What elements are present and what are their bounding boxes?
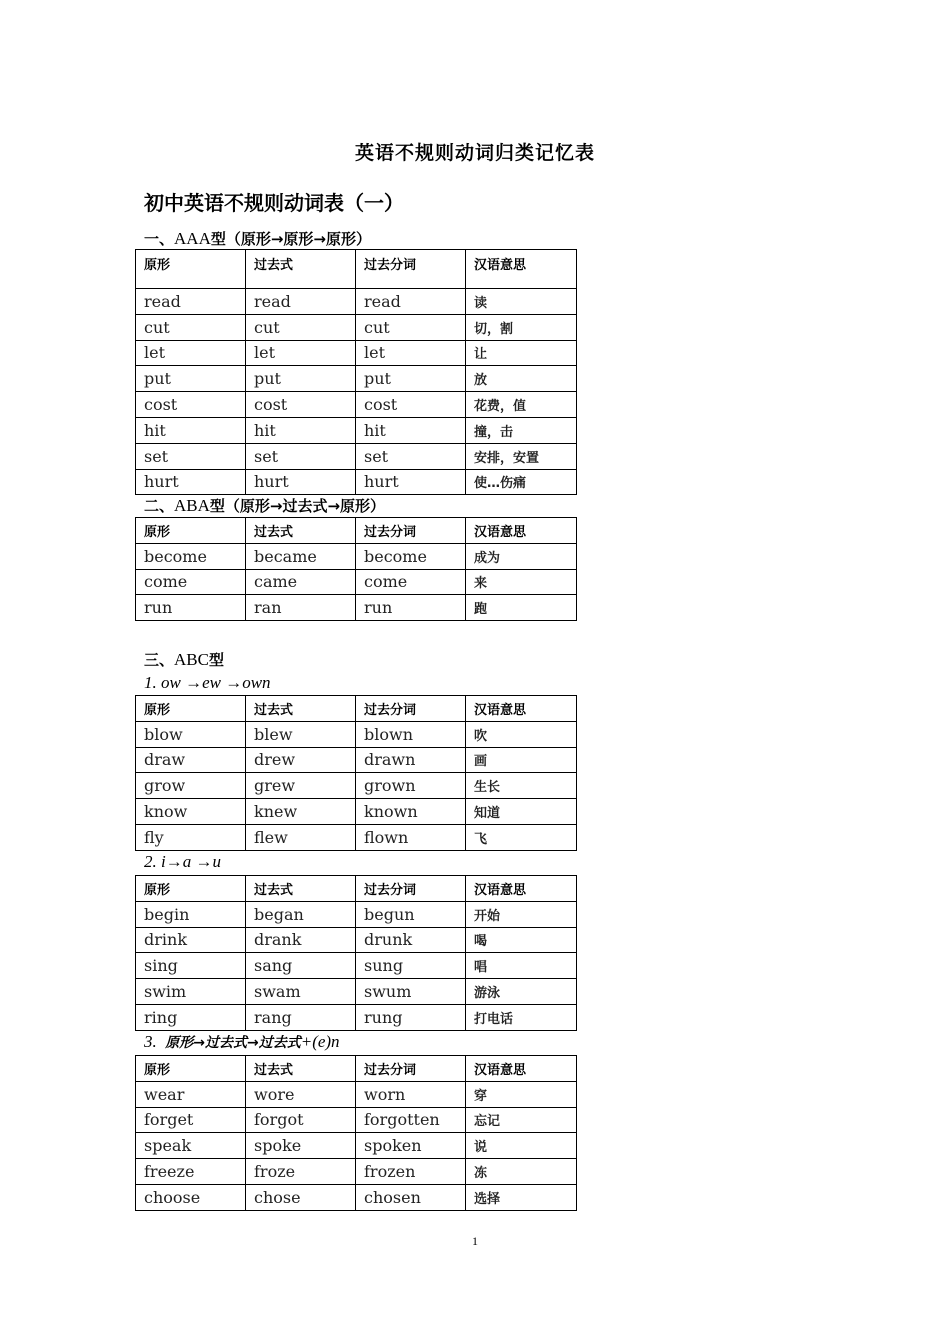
column-header: 过去分词 [356,876,466,902]
past-participle-cell: frozen [356,1159,466,1185]
column-header: 过去式 [246,696,356,722]
table-row [136,1081,577,1107]
meaning-cell: 切，割 [466,314,577,340]
page-number: 1 [472,1234,478,1248]
section-aba-heading: 二、ABA型（原形→过去式→原形） [144,496,386,515]
table-header-row [136,518,577,544]
column-header: 过去式 [246,1056,356,1082]
table-row [136,340,577,366]
past-tense-cell: swam [246,979,356,1005]
table-row [136,1184,577,1210]
past-participle-cell: hit [356,417,466,443]
meaning-cell: 穿 [466,1081,577,1107]
base-form-cell: speak [136,1133,246,1159]
meaning-cell: 忘记 [466,1107,577,1133]
column-header: 过去式 [246,250,356,289]
past-tense-cell: ran [246,595,356,621]
column-header: 过去分词 [356,518,466,544]
column-header: 过去式 [246,876,356,902]
column-header: 汉语意思 [466,696,577,722]
meaning-cell: 成为 [466,543,577,569]
past-participle-cell: set [356,443,466,469]
column-header: 原形 [136,250,246,289]
base-form-cell: grow [136,773,246,799]
meaning-cell: 让 [466,340,577,366]
column-header: 原形 [136,1056,246,1082]
past-participle-cell: blown [356,721,466,747]
past-tense-cell: rang [246,1004,356,1030]
past-tense-cell: cost [246,392,356,418]
meaning-cell: 安排，安置 [466,443,577,469]
table-row [136,979,577,1005]
column-header: 过去分词 [356,696,466,722]
past-participle-cell: flown [356,824,466,850]
abc-group-3-table [135,1055,577,1211]
base-form-cell: run [136,595,246,621]
past-participle-cell: become [356,543,466,569]
table-row [136,1133,577,1159]
meaning-cell: 来 [466,569,577,595]
past-tense-cell: wore [246,1081,356,1107]
base-form-cell: begin [136,901,246,927]
table-row [136,953,577,979]
table-row [136,595,577,621]
past-tense-cell: began [246,901,356,927]
past-tense-cell: read [246,289,356,315]
meaning-cell: 开始 [466,901,577,927]
past-tense-cell: put [246,366,356,392]
column-header: 汉语意思 [466,876,577,902]
past-tense-cell: set [246,443,356,469]
base-form-cell: fly [136,824,246,850]
base-form-cell: sing [136,953,246,979]
past-participle-cell: cost [356,392,466,418]
meaning-cell: 说 [466,1133,577,1159]
base-form-cell: swim [136,979,246,1005]
past-tense-cell: blew [246,721,356,747]
past-participle-cell: let [356,340,466,366]
base-form-cell: hurt [136,469,246,495]
meaning-cell: 飞 [466,824,577,850]
table-row [136,289,577,315]
past-tense-cell: forgot [246,1107,356,1133]
past-participle-cell: hurt [356,469,466,495]
table-header-row [136,250,577,289]
past-tense-cell: became [246,543,356,569]
table-row [136,1107,577,1133]
past-participle-cell: worn [356,1081,466,1107]
base-form-cell: let [136,340,246,366]
past-participle-cell: rung [356,1004,466,1030]
base-form-cell: freeze [136,1159,246,1185]
table-row [136,314,577,340]
meaning-cell: 撞，击 [466,417,577,443]
base-form-cell: cut [136,314,246,340]
past-participle-cell: run [356,595,466,621]
base-form-cell: become [136,543,246,569]
past-participle-cell: drunk [356,927,466,953]
meaning-cell: 画 [466,747,577,773]
past-participle-cell: read [356,289,466,315]
table-row [136,747,577,773]
table-row [136,443,577,469]
table-row [136,901,577,927]
past-participle-cell: chosen [356,1184,466,1210]
past-participle-cell: come [356,569,466,595]
meaning-cell: 冻 [466,1159,577,1185]
past-tense-cell: hurt [246,469,356,495]
section-aaa-heading: 一、AAA型（原形→原形→原形） [144,229,371,248]
column-header: 汉语意思 [466,1056,577,1082]
base-form-cell: blow [136,721,246,747]
abc-group-2-table [135,875,577,1031]
base-form-cell: ring [136,1004,246,1030]
past-participle-cell: grown [356,773,466,799]
past-tense-cell: hit [246,417,356,443]
base-form-cell: choose [136,1184,246,1210]
table-row [136,773,577,799]
base-form-cell: read [136,289,246,315]
base-form-cell: forget [136,1107,246,1133]
meaning-cell: 游泳 [466,979,577,1005]
past-participle-cell: forgotten [356,1107,466,1133]
past-participle-cell: swum [356,979,466,1005]
past-tense-cell: chose [246,1184,356,1210]
meaning-cell: 生长 [466,773,577,799]
base-form-cell: come [136,569,246,595]
table-row [136,721,577,747]
past-tense-cell: sang [246,953,356,979]
past-participle-cell: drawn [356,747,466,773]
past-tense-cell: let [246,340,356,366]
meaning-cell: 使…伤痛 [466,469,577,495]
table-row [136,543,577,569]
past-tense-cell: came [246,569,356,595]
section-abc-heading: 三、ABC型 [144,650,224,669]
past-tense-cell: drew [246,747,356,773]
table-subtitle: 初中英语不规则动词表（一） [144,191,404,215]
base-form-cell: draw [136,747,246,773]
column-header: 过去分词 [356,250,466,289]
meaning-cell: 唱 [466,953,577,979]
past-participle-cell: put [356,366,466,392]
table-row [136,417,577,443]
column-header: 汉语意思 [466,518,577,544]
past-participle-cell: sung [356,953,466,979]
table-row [136,569,577,595]
table-row [136,366,577,392]
past-tense-cell: drank [246,927,356,953]
past-participle-cell: spoken [356,1133,466,1159]
base-form-cell: hit [136,417,246,443]
meaning-cell: 打电话 [466,1004,577,1030]
table-row [136,1159,577,1185]
abc-group-3-label: 3. 原形→过去式→过去式+(e)n [144,1032,340,1051]
table-header-row [136,696,577,722]
column-header: 原形 [136,876,246,902]
document-title: 英语不规则动词归类记忆表 [354,142,595,164]
table-header-row [136,1056,577,1082]
base-form-cell: drink [136,927,246,953]
past-tense-cell: flew [246,824,356,850]
base-form-cell: put [136,366,246,392]
meaning-cell: 选择 [466,1184,577,1210]
meaning-cell: 跑 [466,595,577,621]
past-participle-cell: cut [356,314,466,340]
table-row [136,469,577,495]
base-form-cell: wear [136,1081,246,1107]
column-header: 汉语意思 [466,250,577,289]
aaa-verb-table [135,249,577,495]
table-header-row [136,876,577,902]
past-participle-cell: begun [356,901,466,927]
abc-group-2-label: 2. i→a →u [144,852,221,871]
meaning-cell: 读 [466,289,577,315]
meaning-cell: 吹 [466,721,577,747]
base-form-cell: cost [136,392,246,418]
meaning-cell: 知道 [466,799,577,825]
past-tense-cell: cut [246,314,356,340]
base-form-cell: know [136,799,246,825]
meaning-cell: 花费，值 [466,392,577,418]
abc-group-1-label: 1. ow →ew →own [144,673,271,692]
past-tense-cell: knew [246,799,356,825]
past-tense-cell: froze [246,1159,356,1185]
column-header: 过去分词 [356,1056,466,1082]
meaning-cell: 放 [466,366,577,392]
past-participle-cell: known [356,799,466,825]
column-header: 原形 [136,696,246,722]
table-row [136,799,577,825]
past-tense-cell: spoke [246,1133,356,1159]
aba-verb-table [135,517,577,621]
base-form-cell: set [136,443,246,469]
table-row [136,392,577,418]
column-header: 过去式 [246,518,356,544]
abc-group-1-table [135,695,577,851]
past-tense-cell: grew [246,773,356,799]
meaning-cell: 喝 [466,927,577,953]
table-row [136,1004,577,1030]
table-row [136,824,577,850]
table-row [136,927,577,953]
column-header: 原形 [136,518,246,544]
